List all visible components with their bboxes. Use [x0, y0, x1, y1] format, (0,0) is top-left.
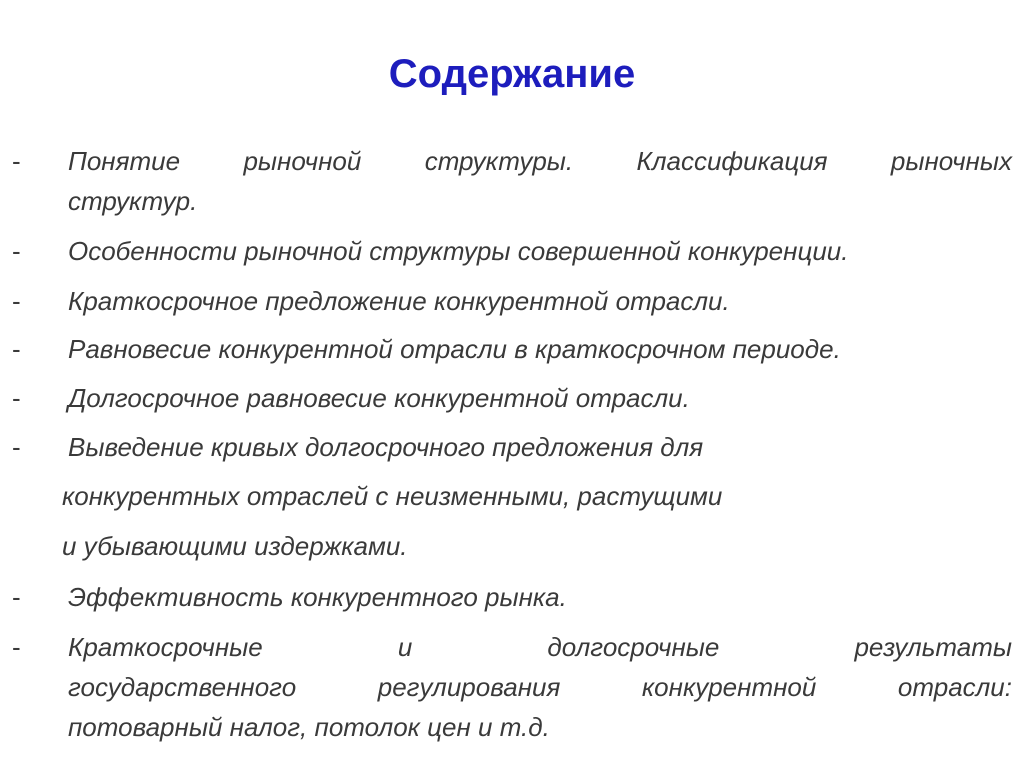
list-item-line: Краткосрочное предложение конкурентной отрасли. — [68, 286, 730, 316]
list-item-line: Понятие рыночной структуры. Классификация рыночных — [68, 146, 1012, 176]
list-item-line: государственного регулирования конкурентной отрасли: — [68, 672, 1012, 702]
list-item-line: Выведение кривых долгосрочного предложения для — [68, 432, 704, 462]
bullet-dash: - — [12, 432, 21, 462]
bullet-dash: - — [12, 582, 21, 612]
bullet-dash: - — [12, 146, 21, 176]
bullet-dash: - — [12, 286, 21, 316]
list-item-line: Краткосрочные и долгосрочные результаты — [68, 632, 1012, 662]
list-item-line: Эффективность конкурентного рынка. — [68, 582, 567, 612]
slide-title: Содержание — [388, 52, 636, 96]
list-item-line: и убывающими издержками. — [62, 531, 408, 561]
list-item-line: конкурентных отраслей с неизменными, растущими — [62, 481, 723, 511]
list-item-line: Особенности рыночной структуры совершенной конкуренции. — [68, 236, 849, 266]
bullet-dash: - — [12, 383, 21, 413]
list-item-line: потоварный налог, потолок цен и т.д. — [68, 712, 550, 742]
list-item-line: Равновесие конкурентной отрасли в краткосрочном периоде. — [68, 334, 841, 364]
bullet-dash: - — [12, 236, 21, 266]
bullet-dash: - — [12, 334, 21, 364]
list-item-line: структур. — [68, 186, 198, 216]
list-item-line: Долгосрочное равновесие конкурентной отрасли. — [68, 383, 690, 413]
bullet-dash: - — [12, 632, 21, 662]
